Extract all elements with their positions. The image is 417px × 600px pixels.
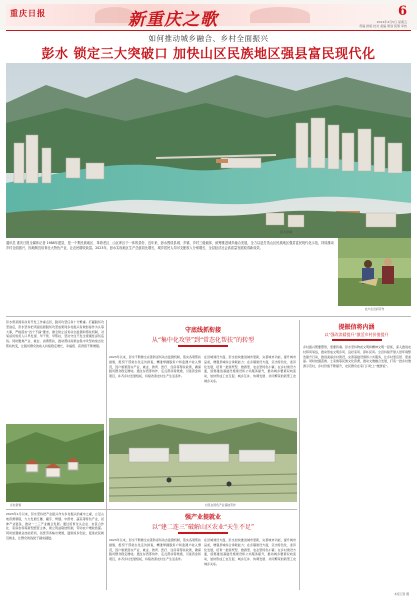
photo-industry xyxy=(109,418,297,502)
article-headline: 彭水 锁定三大突破口 加快山区民族地区强县富民现代化 xyxy=(41,47,376,62)
masthead xyxy=(0,0,417,30)
section-underline xyxy=(178,532,228,534)
body-column-bottom-middle-b: 在县城建设方面，彭水加快推进城市更新，完善城市功能，提升城市品质，增强县城综合承载能力；在乡镇建设方面，突出特色化、差异化发展，培育一批商贸型、旅游型、农业型特色小镇；在乡村建设方面，统筹推进基础设施建设和公共服务提升，推动城乡要素双向流动，加快形成工农互促、城乡互补、协调发展、共同繁荣的新型工农城乡关系。 xyxy=(204,538,296,566)
column-divider xyxy=(106,320,107,590)
article-kicker: 如何推动城乡融合、乡村全面振兴 xyxy=(148,34,269,43)
section-divider xyxy=(6,509,297,510)
intro-paragraph: 通讯员 重庆日报全媒体记者 1988年建县，是一个集民族地区、革命老区、山区库区于一体的县份，近年来，彭水围绕县城、乡镇、乡村三级载体，统筹推进城乡融合发展，全力以赴打造山区民族地区强县富民现代化示范，持续推动乡村全面振兴，因地制宜培育壮大特色产业，让农民增收致富。2023年，彭水实现地区生产总值同比增长，城乡居民人均可支配收入分别增长，全县经济社会高质量发展取得新成效。 xyxy=(6,241,334,250)
farmers-photo-image xyxy=(338,238,411,306)
newspaper-brand: 重庆日报 xyxy=(10,8,46,18)
industry-photo-image xyxy=(109,418,297,502)
page-number: 6 xyxy=(397,4,407,19)
hero-photo-image xyxy=(6,63,411,238)
intro-photo-caption: 农户在田间劳作 xyxy=(364,307,385,311)
photo-village xyxy=(6,424,104,502)
body-column-middle-a: 2023年以来，彭水不断健全完善防返贫动态监测机制，落实各项帮扶措施，组织干部常态化走访排查，精准掌握脱贫户和监测户收入情况，因户施策落实产业、就业、教育、医疗、住房等帮扶政策，确保脱贫群众稳定增收。通过东西部协作、定点帮扶等渠道，引进资金和项目，补齐乡村发展短板，持续改善农村生产生活条件。 xyxy=(109,355,201,379)
body-column-bottom-middle-a: 2023年以来，彭水不断健全完善防返贫动态监测机制，落实各项帮扶措施，组织干部常态化走访排查，精准掌握脱贫户和监测户收入情况，因户施策落实产业、就业、教育、医疗、住房等帮扶政策，确保脱贫群众稳定增收。通过东西部协作、定点帮扶等渠道，引进资金和项目，补齐乡村发展短板，持续改善农村生产生活条件。 xyxy=(109,538,201,562)
masthead-divider xyxy=(6,30,411,31)
issue-date: 2024年4月5日 星期五 xyxy=(376,20,407,24)
photo-caption-left: 乡村新貌 xyxy=(10,503,22,507)
section-subtitle: 从“集中化攻坚”到“常态化帮扶”的转型 xyxy=(151,337,255,344)
body-column-bottom-left: 2023年1月以来，彭水坚持把产业振兴作为乡村振兴的重中之重，立足山地资源禀赋，大力发展红薯、魔芋、烤烟、中药材、蔬菜等特色产业，延伸产业链条，推动一二三产业融合发展。通过培育龙头企业、农民合作社、家庭农场等新型经营主体，建立利益联结机制，带动农户增收致富。同时加强就业技能培训，拓宽劳务输出渠道，鼓励返乡创业，促进农民就近就业，让群众的钱袋子越来越鼓。 xyxy=(6,512,104,540)
section-underline xyxy=(178,345,228,347)
decorative-hill xyxy=(250,7,310,23)
editorial-credits: 责编 排版 校对 美编 策划 统筹 审核 xyxy=(359,24,407,28)
body-column-right: 乡村振兴既要塑形，更要铸魂。彭水坚持物质文明和精神文明一起抓，深入推进农村移风易俗，推动形成文明乡风、良好家风、淳朴民风。全县持续开展人居环境整治提升行动，推进美丽乡村建设，完善基础设施和公共服务，让乡村更宜居、更美丽。同时挖掘苗族、土家族等民族文化资源，推动文旅融合发展，打造一批乡村旅游示范村，乡村价值不断提升，农民群众在家门口吃上“旅游饭”。 xyxy=(303,345,411,369)
section-divider xyxy=(6,316,411,317)
section-label: 守底线抓衔接 xyxy=(184,327,221,334)
column-title: 新重庆之歌 xyxy=(128,10,218,30)
section-label: 提振信将内涵 xyxy=(338,324,375,331)
hero-photo xyxy=(6,63,411,238)
footer-credit: 本报记者 摄 xyxy=(394,592,409,596)
section-header-bottom xyxy=(108,512,298,534)
section-label: 强产业提就业 xyxy=(184,514,221,521)
photo-caption-right: 村民在特色产业基地劳作 xyxy=(205,503,236,507)
column-divider xyxy=(299,320,300,590)
body-column-middle-b: 在县城建设方面，彭水加快推进城市更新，完善城市功能，提升城市品质，增强县城综合承载能力；在乡镇建设方面，突出特色化、差异化发展，培育一批商贸型、旅游型、农业型特色小镇；在乡村建设方面，统筹推进基础设施建设和公共服务提升，推动城乡要素双向流动，加快形成工农互促、城乡互补、协调发展、共同繁荣的新型工农城乡关系。 xyxy=(204,355,296,383)
section-header-right xyxy=(302,322,411,341)
masthead-meta xyxy=(359,20,407,28)
section-underline xyxy=(332,339,382,341)
section-header-left xyxy=(108,325,298,347)
intro-photo xyxy=(338,238,411,306)
body-column-left: 彭水曾是国家扶贫开发工作重点县，脱贫攻坚任务十分繁重。打赢脱贫攻坚战后，彭水坚持把巩固拓展脱贫攻坚成果同乡村振兴有效衔接作为头等大事，严格落实“四个不摘”要求，健全防止返贫动态监测和帮扶机制，对易返贫致贫人口早发现、早干预、早帮扶，坚决守住不发生规模性返贫底线。同时聚焦产业、就业、消费帮扶，推动帮扶政策由集中攻坚向常态化帮扶转变，让脱贫群众的收入持续稳定增长，幸福感、获得感不断增强。 xyxy=(6,320,104,348)
hero-caption: 彭水县城 xyxy=(280,230,293,234)
section-subtitle: 以“强改淡精提升”激活乡村价值提升 xyxy=(324,332,389,337)
section-subtitle: 以“建二连三”破解山区农业“天生不足” xyxy=(151,524,255,531)
village-photo-image xyxy=(6,424,104,502)
